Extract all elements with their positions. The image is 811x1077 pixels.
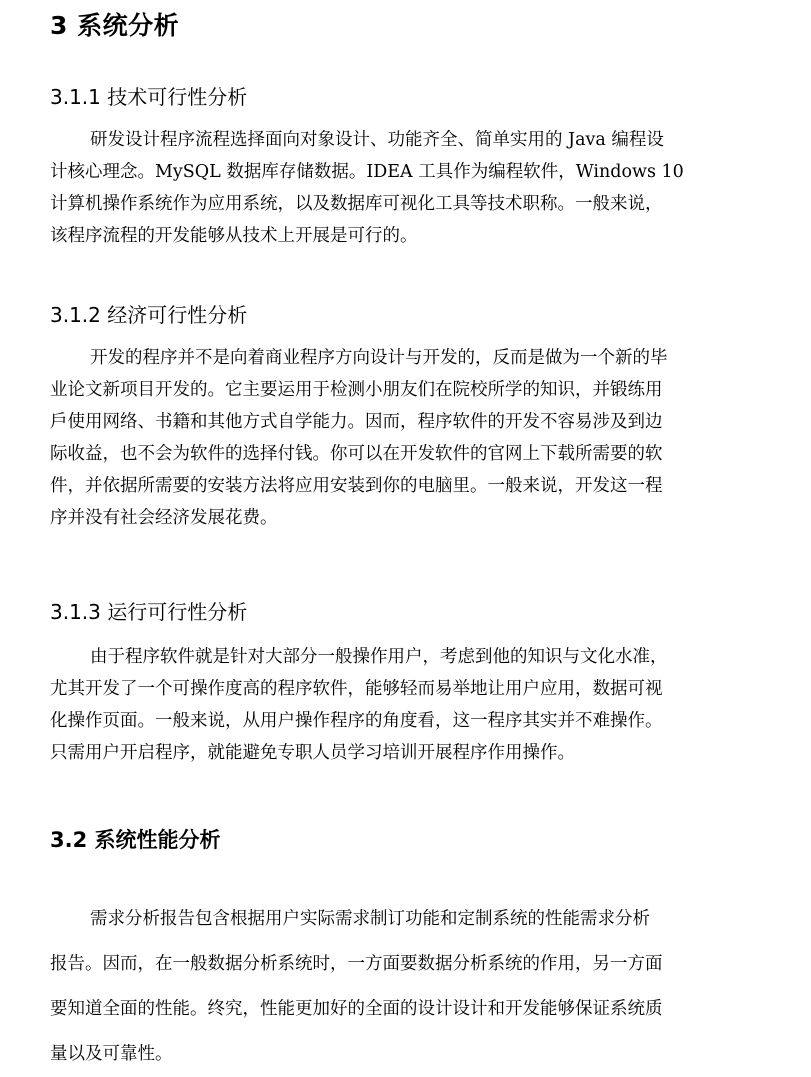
- paragraph-line: 际收益，也不会为软件的选择付钱。你可以在开发软件的官网上下载所需要的软: [50, 444, 663, 464]
- paragraph-line: 业论文新项目开发的。它主要运用于检测小朋友们在院校所学的知识，并锻练用: [50, 380, 663, 400]
- paragraph-line: 尤其开发了一个可操作度高的程序软件，能够轻而易举地让用户应用，数据可视: [50, 679, 663, 699]
- section-heading-operational-feasibility: 3.1.3 运行可行性分析: [50, 600, 248, 624]
- paragraph-line: 化操作页面。一般来说，从用户操作程序的角度看，这一程序其实并不难操作。: [50, 711, 663, 731]
- section-heading-performance-analysis: 3.2 系统性能分析: [50, 828, 221, 852]
- paragraph-line: 计算机操作系统作为应用系统，以及数据库可视化工具等技术职称。一般来说，: [50, 194, 663, 214]
- paragraph-line: 报告。因而，在一般数据分析系统时，一方面要数据分析系统的作用，另一方面: [50, 954, 663, 974]
- paragraph-economic-feasibility: [50, 342, 746, 534]
- paragraph-line: 件，并依据所需要的安装方法将应用安装到你的电脑里。一般来说，开发这一程: [50, 476, 663, 496]
- paragraph-line: 序并没有社会经济发展花费。: [50, 508, 278, 528]
- paragraph-line: 由于程序软件就是针对大部分一般操作用户，考虑到他的知识与文化水准，: [90, 647, 668, 667]
- paragraph-technical-feasibility: [50, 124, 746, 252]
- paragraph-line: 戶使用网络、书籍和其他方式自学能力。因而，程序软件的开发不容易涉及到边: [50, 412, 663, 432]
- chapter-title: 3 系统分析: [50, 11, 180, 40]
- paragraph-line: 该程序流程的开发能够从技术上开展是可行的。: [50, 226, 418, 246]
- paragraph-line: 量以及可靠性。: [50, 1044, 173, 1064]
- paragraph-performance-analysis: [50, 897, 746, 1077]
- section-heading-technical-feasibility: 3.1.1 技术可行性分析: [50, 85, 248, 109]
- paragraph-line: 计核心理念。MySQL 数据库存储数据。IDEA 工具作为编程软件，Windows 10: [50, 162, 684, 182]
- paragraph-line: 需求分析报告包含根据用户实际需求制订功能和定制系统的性能需求分析: [90, 909, 650, 929]
- paragraph-line: 研发设计程序流程选择面向对象设计、功能齐全、简单实用的 Java 编程设: [90, 130, 664, 150]
- paragraph-line: 只需用户开启程序，就能避免专职人员学习培训开展程序作用操作。: [50, 743, 575, 763]
- paragraph-line: 要知道全面的性能。终究，性能更加好的全面的设计设计和开发能够保证系统质: [50, 999, 663, 1019]
- paragraph-operational-feasibility: [50, 641, 746, 769]
- paragraph-line: 开发的程序并不是向着商业程序方向设计与开发的，反而是做为一个新的毕: [90, 348, 668, 368]
- section-heading-economic-feasibility: 3.1.2 经济可行性分析: [50, 303, 248, 327]
